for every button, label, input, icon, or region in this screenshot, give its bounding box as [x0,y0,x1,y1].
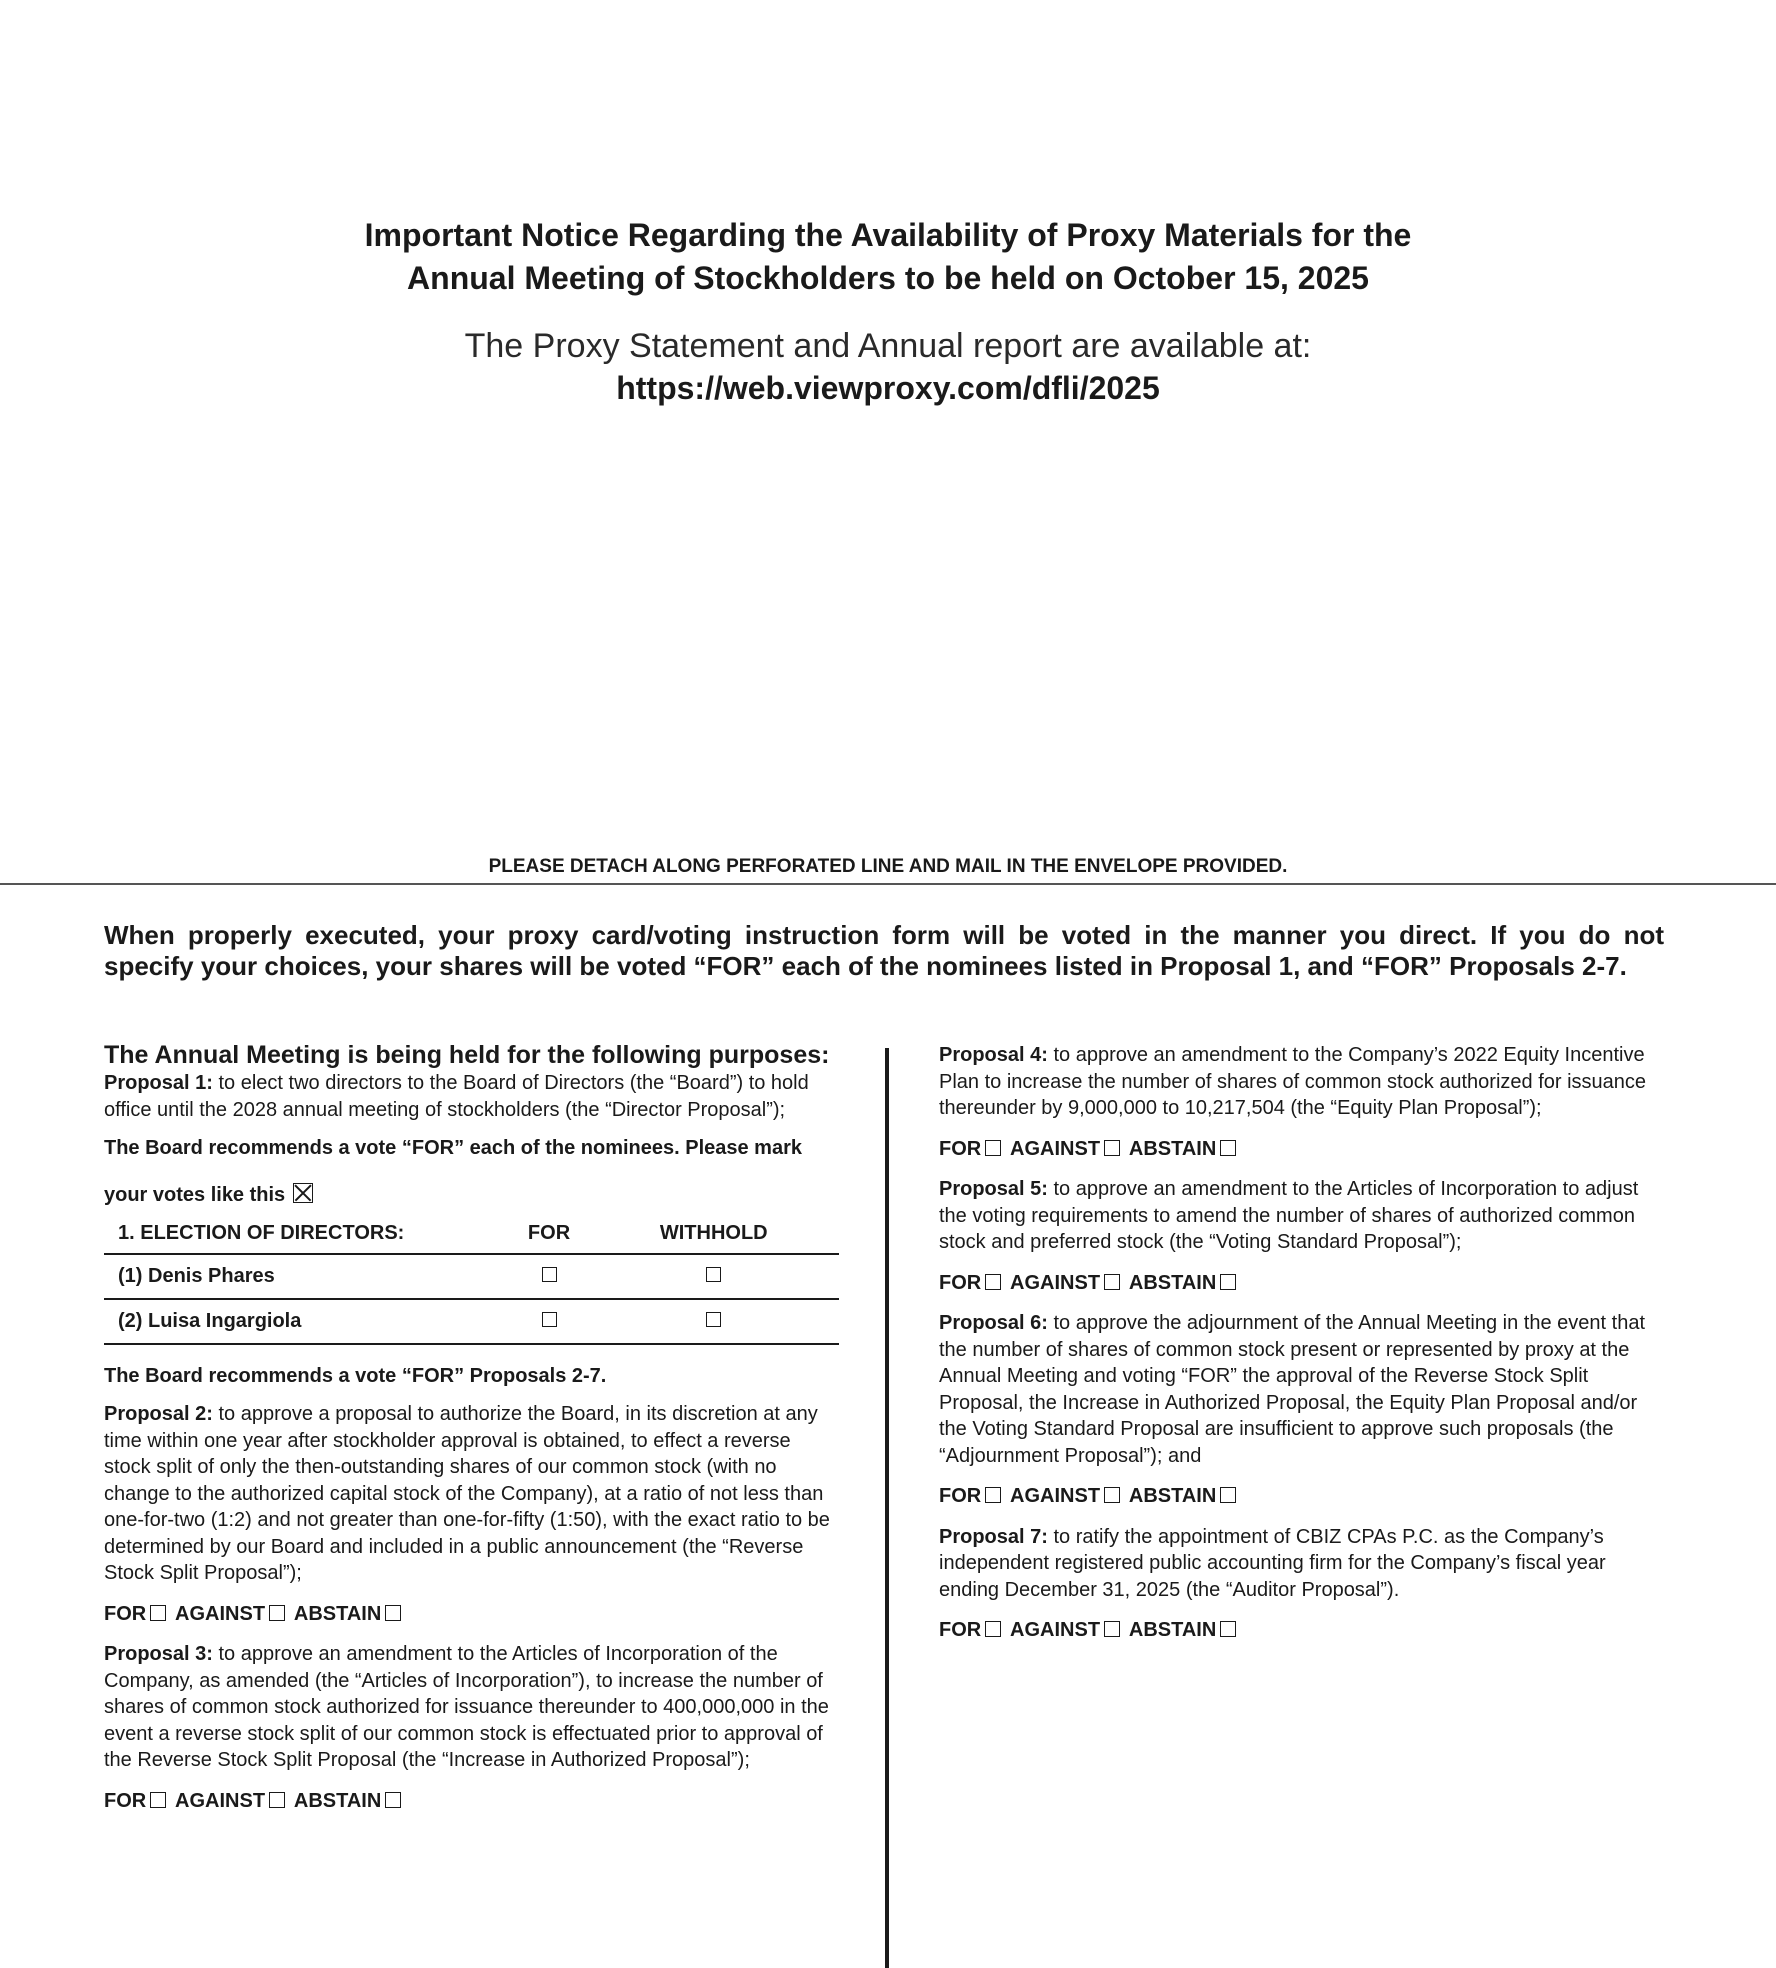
nominee-2-for-checkbox[interactable] [510,1299,589,1344]
proposal-1-label: Proposal 1: [104,1072,213,1094]
proposal-4-text: to approve an amendment to the Company’s 2022 Equity Incentive Plan to increase the number of shares of common stock authorized for issuance thereunder by 9,000,000 to 10,217,504 (the “Equity Plan Proposal”); [939,1044,1647,1119]
proposal-1 [104,1070,839,1123]
proposal-5-for-checkbox[interactable] [985,1274,1001,1290]
proposal-6-label: Proposal 6: [939,1312,1048,1334]
election-header: 1. ELECTION OF DIRECTORS: [104,1214,510,1254]
proposal-4-against-checkbox[interactable] [1104,1140,1120,1156]
proposal-4-abstain-checkbox[interactable] [1220,1140,1236,1156]
proposal-4 [939,1042,1669,1122]
proposal-5 [939,1176,1669,1256]
notice-title-line1: Important Notice Regarding the Availability of Proxy Materials for the [364,217,1412,253]
withhold-column-header: WITHHOLD [588,1214,839,1254]
proposal-7-label: Proposal 7: [939,1525,1048,1548]
proposal-3-against-checkbox[interactable] [269,1792,285,1808]
table-row [104,1254,839,1299]
table-row [104,1299,839,1344]
proxy-url[interactable]: https://web.viewproxy.com/dfli/2025 [616,370,1160,406]
proposal-2-against-checkbox[interactable] [269,1605,285,1621]
proposal-5-text: to approve an amendment to the Articles of Incorporation to adjust the voting requirements to amend the number of shares of authorized common stock and preferred stock (the “Voting Standard Proposal”); [939,1178,1639,1253]
left-column [104,1040,839,1828]
proposal-2-for-checkbox[interactable] [150,1605,166,1621]
proposal-6 [939,1310,1669,1469]
proposal-1-text: to elect two directors to the Board of Directors (the “Board”) to hold office until the 2028 annual meeting of stockholders (the “Director Proposal”); [104,1072,809,1121]
voting-instructions-line1: When properly executed, your proxy card/voting instruction form will be voted in the manner you direct. If you do not [104,920,1664,950]
proposal-7-for-checkbox[interactable] [985,1621,1001,1637]
nominee-2-withhold-checkbox[interactable] [588,1299,839,1344]
checked-box-icon [293,1183,313,1203]
purposes-heading: The Annual Meeting is being held for the following purposes: [104,1041,830,1069]
proposal-6-vote-options: FOR AGAINST ABSTAIN [939,1483,1669,1510]
proposal-3-label: Proposal 3: [104,1643,213,1665]
election-table-header [104,1214,839,1254]
proposal-4-vote-options: FOR AGAINST ABSTAIN [939,1136,1669,1163]
proposal-5-vote-options: FOR AGAINST ABSTAIN [939,1270,1669,1297]
voting-instructions [104,920,1664,982]
proposal-6-for-checkbox[interactable] [985,1487,1001,1503]
mark-example-text: your votes like this [104,1183,286,1206]
nominee-1-withhold-checkbox[interactable] [588,1254,839,1299]
proposal-2-label: Proposal 2: [104,1403,213,1425]
nominee-1-for-checkbox[interactable] [510,1254,589,1299]
proposal-7-against-checkbox[interactable] [1104,1621,1120,1637]
proposal-6-text: to approve the adjournment of the Annual Meeting in the event that the number of shares of common stock present or represented by proxy at the Annual Meeting and voting “FOR” the approval of the Reverse Stock Split Proposal, the Increase in Authorized Proposal, the Equity Plan Proposal and/or the Voting Standard Proposal are insufficient to approve such proposals (the “Adjournment Proposal”); and [939,1312,1646,1467]
proposal-2 [104,1401,839,1587]
proposal-7-vote-options: FOR AGAINST ABSTAIN [939,1617,1669,1644]
proposal-4-for-checkbox[interactable] [985,1140,1001,1156]
proposal-3-for-checkbox[interactable] [150,1792,166,1808]
proposal-7 [939,1524,1669,1604]
column-divider [885,1048,889,1968]
proposal-7-text: to ratify the appointment of CBIZ CPAs P.C. as the Company’s independent registered public accounting firm for the Company’s fiscal year ending December 31, 2025 (the “Auditor Proposal”). [939,1525,1606,1601]
nominee-name: (1) Denis Phares [104,1254,510,1299]
detach-instruction: PLEASE DETACH ALONG PERFORATED LINE AND MAIL IN THE ENVELOPE PROVIDED. [488,856,1288,877]
election-table [104,1214,839,1345]
notice-title-line2: Annual Meeting of Stockholders to be held on October 15, 2025 [407,260,1369,296]
proposal-4-label: Proposal 4: [939,1044,1048,1066]
proposal-3-text: to approve an amendment to the Articles of Incorporation of the Company, as amended (the “Articles of Incorporation”), to increase the number of shares of common stock authorized for issuance thereunder to 400,000,000 in the event a reverse stock split of our common stock is effectuated prior to approval of the Reverse Stock Split Proposal (the “Increase in Authorized Proposal”); [104,1643,829,1771]
proposal-2-text: to approve a proposal to authorize the Board, in its discretion at any time within one year after stockholder approval is obtained, to effect a reverse stock split of only the then-outstanding shares of our common stock (with no change to the authorized capital stock of the Company), at a ratio of not less than one-for-two (1:2) and not greater than one-for-fifty (1:50), with the exact ratio to be determined by our Board and included in a public announcement (the “Reverse Stock Split Proposal”); [104,1403,830,1584]
notice-title [0,214,1776,300]
perforated-line [0,883,1776,885]
proposal-7-abstain-checkbox[interactable] [1220,1621,1236,1637]
proposal-6-abstain-checkbox[interactable] [1220,1487,1236,1503]
proposal-5-abstain-checkbox[interactable] [1220,1274,1236,1290]
proposal-5-against-checkbox[interactable] [1104,1274,1120,1290]
nominee-name: (2) Luisa Ingargiola [104,1299,510,1344]
availability-text: The Proxy Statement and Annual report are available at: [464,327,1312,365]
proposal-3 [104,1641,839,1774]
right-column [939,1042,1669,1658]
proposal-2-abstain-checkbox[interactable] [385,1605,401,1621]
proposal-2-vote-options: FOR AGAINST ABSTAIN [104,1601,839,1628]
proposal-3-abstain-checkbox[interactable] [385,1792,401,1808]
mark-example [104,1182,839,1209]
voting-instructions-line2: specify your choices, your shares will be voted “FOR” each of the nominees listed in Proposal 1, and “FOR” Proposals 2-7. [104,951,1627,981]
proposal-3-vote-options: FOR AGAINST ABSTAIN [104,1788,839,1815]
board-recommendation-proposals: The Board recommends a vote “FOR” Proposals 2-7. [104,1364,607,1387]
proposal-5-label: Proposal 5: [939,1178,1048,1200]
for-column-header: FOR [510,1214,589,1254]
proposal-6-against-checkbox[interactable] [1104,1487,1120,1503]
board-recommendation-nominees: The Board recommends a vote “FOR” each of the nominees. Please mark [104,1137,802,1159]
